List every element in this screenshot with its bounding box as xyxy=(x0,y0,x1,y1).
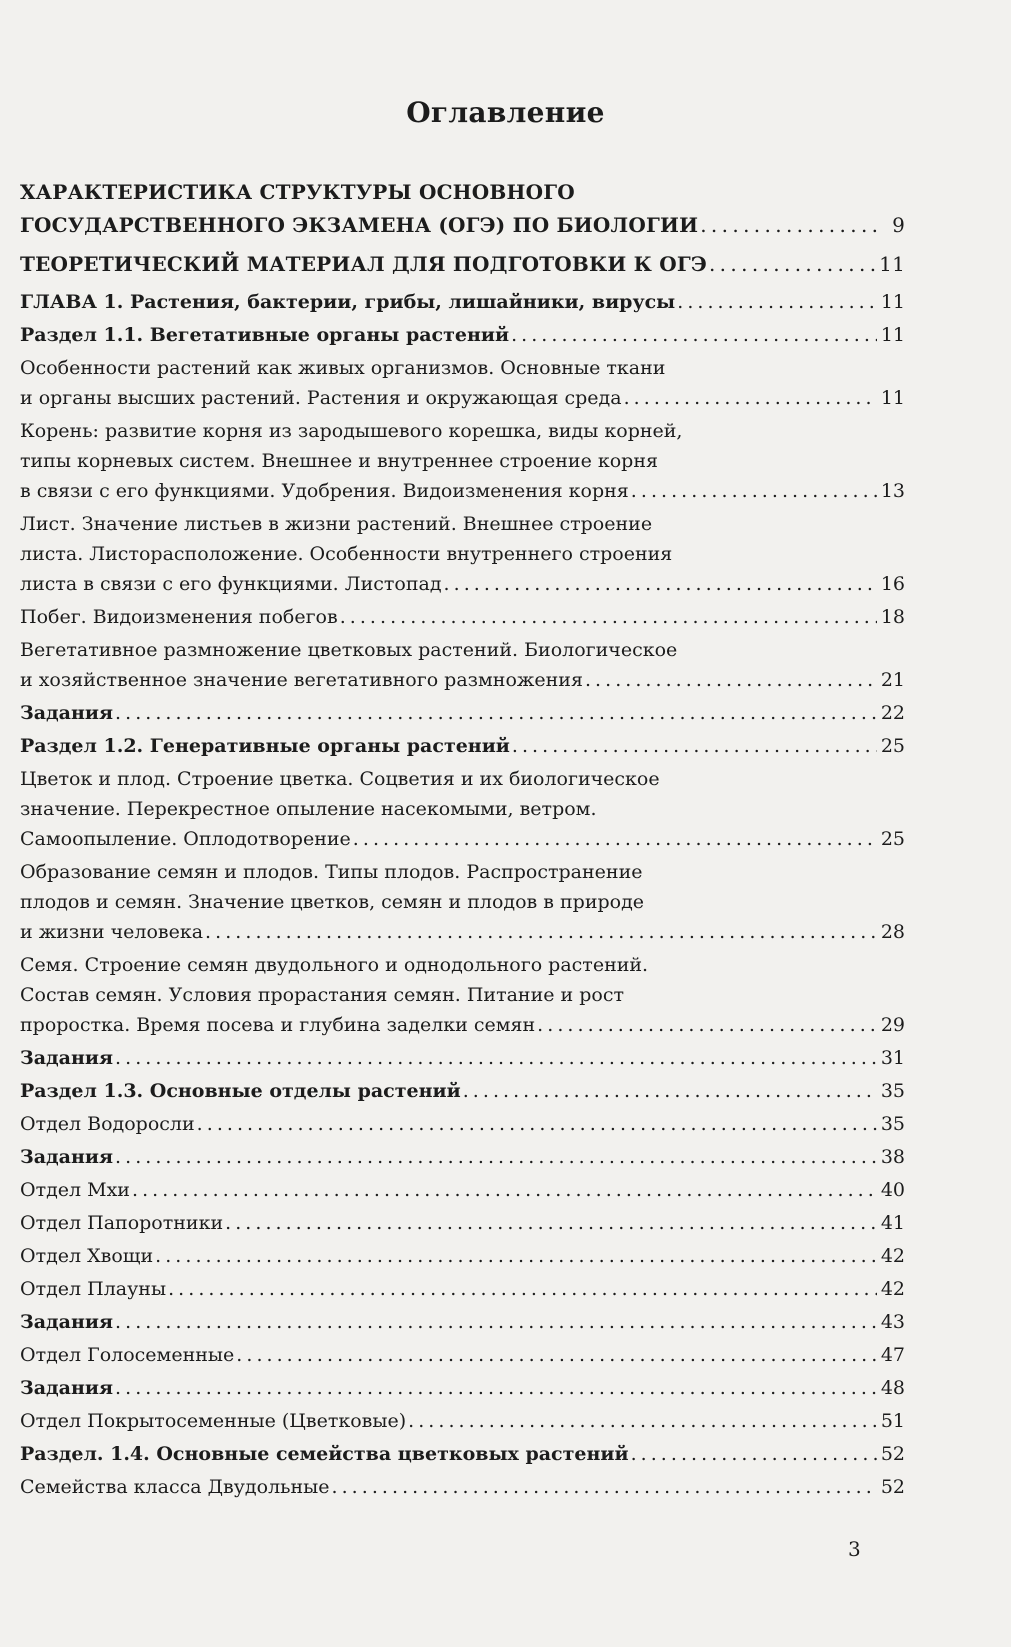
toc-entry xyxy=(20,1373,905,1403)
toc-page-number: 9 xyxy=(892,213,905,237)
toc-page-number: 41 xyxy=(880,1212,905,1234)
dot-leader xyxy=(197,1109,877,1139)
toc-entry-text: Отдел Голосеменные xyxy=(20,1344,235,1366)
toc-entry-text: значение. Перекрестное опыление насекомыми, ветром. xyxy=(20,798,597,820)
toc-entry-text: Состав семян. Условия прорастания семян. Питание и рост xyxy=(20,984,624,1006)
toc-page-number: 43 xyxy=(880,1311,905,1333)
dot-leader xyxy=(155,1241,877,1271)
toc-page-number: 11 xyxy=(880,291,905,313)
dot-leader xyxy=(225,1208,877,1238)
dot-leader xyxy=(353,824,877,854)
toc-entry xyxy=(20,1241,905,1271)
dot-leader xyxy=(236,1340,877,1370)
toc-entry-text: и органы высших растений. Растения и окружающая среда xyxy=(20,387,622,409)
toc-entry-text: Побег. Видоизменения побегов xyxy=(20,606,338,628)
toc-entry-text: и жизни человека xyxy=(20,921,204,943)
dot-leader xyxy=(115,1142,877,1172)
toc-page-number: 16 xyxy=(880,573,905,595)
toc-entry-text: Образование семян и плодов. Типы плодов. Распространение xyxy=(20,861,643,883)
toc-entry xyxy=(20,1472,905,1502)
toc-entry-text: типы корневых систем. Внешнее и внутреннее строение корня xyxy=(20,450,658,472)
dot-leader xyxy=(332,1472,877,1502)
dot-leader xyxy=(631,1439,877,1469)
dot-leader xyxy=(709,248,877,281)
toc-entry-text: плодов и семян. Значение цветков, семян и плодов в природе xyxy=(20,891,645,913)
dot-leader xyxy=(585,665,877,695)
toc-entry-text: Задания xyxy=(20,1146,114,1168)
toc-page-number: 11 xyxy=(880,387,905,409)
toc-entry-text: Вегетативное размножение цветковых растений. Биологическое xyxy=(20,639,678,661)
toc-entry xyxy=(20,1208,905,1238)
toc-entry-text: листа в связи с его функциями. Листопад xyxy=(20,573,442,595)
toc-entry xyxy=(20,1307,905,1337)
dot-leader xyxy=(340,602,877,632)
dot-leader xyxy=(677,287,877,317)
toc-entry xyxy=(20,731,905,761)
toc-entry xyxy=(20,1043,905,1073)
toc-entry xyxy=(20,320,905,350)
toc-entry-text: листа. Листорасположение. Особенности внутреннего строения xyxy=(20,543,673,565)
toc-page-number: 38 xyxy=(880,1146,905,1168)
toc-entry xyxy=(20,1274,905,1304)
toc-entry-text: и хозяйственное значение вегетативного размножения xyxy=(20,669,583,691)
dot-leader xyxy=(624,383,877,413)
toc-entry-text: ХАРАКТЕРИСТИКА СТРУКТУРЫ ОСНОВНОГО xyxy=(20,180,575,204)
toc-entry xyxy=(20,416,905,506)
toc-entry xyxy=(20,287,905,317)
toc-entry-text: Отдел Покрытосеменные (Цветковые) xyxy=(20,1410,407,1432)
toc-entry-text: Цветок и плод. Строение цветка. Соцветия и их биологическое xyxy=(20,768,660,790)
toc-page-number: 42 xyxy=(880,1278,905,1300)
toc-entry xyxy=(20,1175,905,1205)
dot-leader xyxy=(700,209,877,242)
page-title: Оглавление xyxy=(406,96,605,129)
toc-entry xyxy=(20,602,905,632)
toc-entry-text: Отдел Плауны xyxy=(20,1278,167,1300)
toc-entry xyxy=(20,1142,905,1172)
dot-leader xyxy=(115,698,877,728)
toc-entry-text: Раздел. 1.4. Основные семейства цветковых растений xyxy=(20,1443,629,1465)
toc-entry-text: Раздел 1.1. Вегетативные органы растений xyxy=(20,324,510,346)
toc-entry xyxy=(20,950,905,1040)
toc-entry xyxy=(20,248,905,281)
toc-entry-text: ГЛАВА 1. Растения, бактерии, грибы, лишайники, вирусы xyxy=(20,291,676,313)
toc-entry-text: Задания xyxy=(20,1311,114,1333)
toc-entry-text: Корень: развитие корня из зародышевого корешка, виды корней, xyxy=(20,420,683,442)
toc-page-number: 51 xyxy=(880,1410,905,1432)
toc-entry xyxy=(20,764,905,854)
toc-entry-text: в связи с его функциями. Удобрения. Видоизменения корня xyxy=(20,480,629,502)
dot-leader xyxy=(115,1373,877,1403)
dot-leader xyxy=(463,1076,877,1106)
toc-entry-text: Отдел Хвощи xyxy=(20,1245,154,1267)
toc-entry xyxy=(20,857,905,947)
toc-page-number: 42 xyxy=(880,1245,905,1267)
toc-page-number: 40 xyxy=(880,1179,905,1201)
toc-page-number: 25 xyxy=(880,828,905,850)
dot-leader xyxy=(132,1175,877,1205)
toc-entry xyxy=(20,176,905,242)
toc-page-number: 11 xyxy=(880,324,905,346)
toc-page-number: 47 xyxy=(880,1344,905,1366)
toc-page-number: 21 xyxy=(880,669,905,691)
toc-entry-text: Отдел Папоротники xyxy=(20,1212,224,1234)
toc-entry xyxy=(20,509,905,599)
toc-entry xyxy=(20,353,905,413)
toc-entry-text: Особенности растений как живых организмов. Основные ткани xyxy=(20,357,666,379)
toc-entry-text: Семя. Строение семян двудольного и однодольного растений. xyxy=(20,954,649,976)
toc-entry-text: проростка. Время посева и глубина заделки семян xyxy=(20,1014,536,1036)
toc-entry xyxy=(20,698,905,728)
toc-page-number: 11 xyxy=(879,252,905,276)
toc-entry-text: Самоопыление. Оплодотворение xyxy=(20,828,351,850)
dot-leader xyxy=(115,1043,877,1073)
dot-leader xyxy=(511,320,877,350)
toc-entry xyxy=(20,1109,905,1139)
toc-entry-text: Задания xyxy=(20,1377,114,1399)
page-number: 3 xyxy=(848,1537,861,1561)
toc-entry-text: Задания xyxy=(20,1047,114,1069)
toc-entry-text: Отдел Водоросли xyxy=(20,1113,195,1135)
dot-leader xyxy=(408,1406,877,1436)
table-of-contents xyxy=(20,176,905,1505)
toc-page-number: 35 xyxy=(880,1080,905,1102)
dot-leader xyxy=(537,1010,877,1040)
toc-entry-text: ГОСУДАРСТВЕННОГО ЭКЗАМЕНА (ОГЭ) ПО БИОЛОГИИ xyxy=(20,213,699,237)
toc-entry-text: Задания xyxy=(20,702,114,724)
toc-page-number: 22 xyxy=(880,702,905,724)
toc-entry-text: Семейства класса Двудольные xyxy=(20,1476,330,1498)
toc-entry xyxy=(20,1406,905,1436)
toc-entry xyxy=(20,1340,905,1370)
toc-entry-text: Отдел Мхи xyxy=(20,1179,130,1201)
toc-entry-text: Раздел 1.2. Генеративные органы растений xyxy=(20,735,510,757)
dot-leader xyxy=(115,1307,877,1337)
toc-page-number: 52 xyxy=(880,1476,905,1498)
toc-page-number: 28 xyxy=(880,921,905,943)
dot-leader xyxy=(512,731,877,761)
toc-page-number: 48 xyxy=(880,1377,905,1399)
dot-leader xyxy=(205,917,877,947)
toc-page-number: 13 xyxy=(880,480,905,502)
toc-page-number: 35 xyxy=(880,1113,905,1135)
toc-page-number: 18 xyxy=(880,606,905,628)
dot-leader xyxy=(168,1274,877,1304)
toc-entry xyxy=(20,635,905,695)
toc-entry xyxy=(20,1076,905,1106)
toc-entry xyxy=(20,1439,905,1469)
toc-entry-text: Раздел 1.3. Основные отделы растений xyxy=(20,1080,461,1102)
dot-leader xyxy=(444,569,877,599)
toc-page-number: 31 xyxy=(880,1047,905,1069)
toc-page-number: 25 xyxy=(880,735,905,757)
toc-page-number: 52 xyxy=(880,1443,905,1465)
dot-leader xyxy=(631,476,877,506)
toc-page-number: 29 xyxy=(880,1014,905,1036)
toc-entry-text: Лист. Значение листьев в жизни растений. Внешнее строение xyxy=(20,513,653,535)
toc-entry-text: ТЕОРЕТИЧЕСКИЙ МАТЕРИАЛ ДЛЯ ПОДГОТОВКИ К ОГЭ xyxy=(20,252,707,276)
